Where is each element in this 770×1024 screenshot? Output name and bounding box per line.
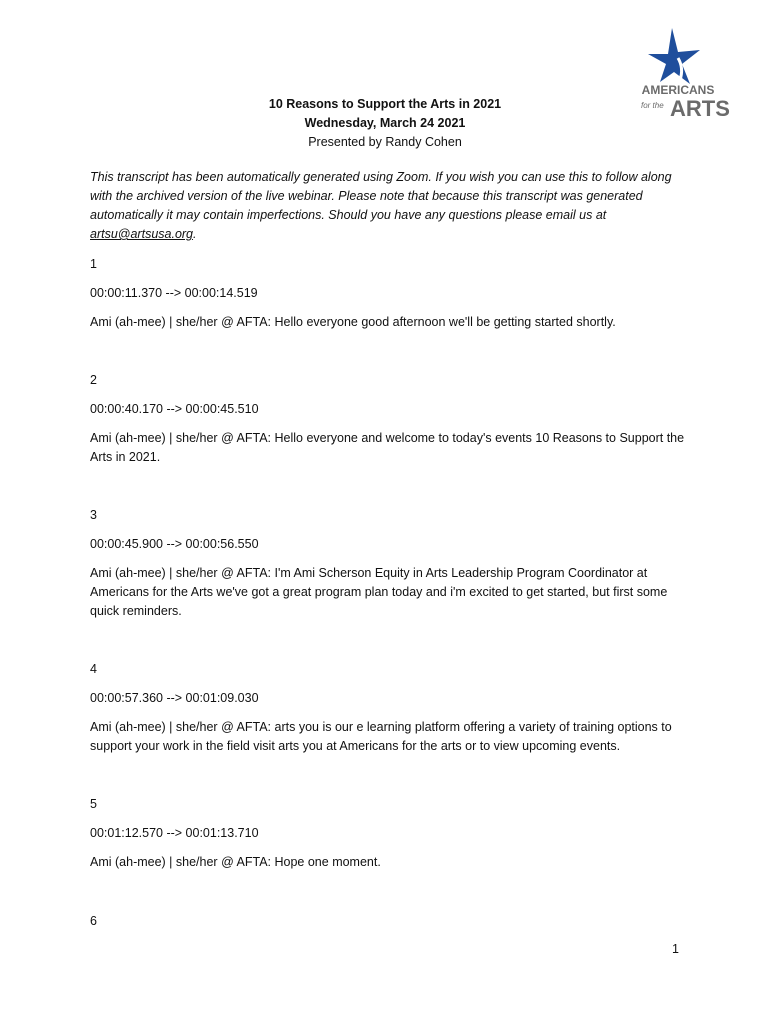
intro-end: . [193, 227, 197, 241]
document-date: Wednesday, March 24 2021 [304, 116, 466, 130]
entry-timestamp: 00:00:57.360 --> 00:01:09.030 [90, 691, 259, 705]
intro-paragraph [90, 168, 690, 244]
logo-line1: AMERICANS [641, 83, 715, 97]
entry-timestamp: 00:00:40.170 --> 00:00:45.510 [90, 402, 259, 416]
entry-timestamp: 00:01:12.570 --> 00:01:13.710 [90, 826, 259, 840]
entry-timestamp: 00:00:45.900 --> 00:00:56.550 [90, 537, 259, 551]
logo-line2: for the [641, 101, 664, 110]
entry-number: 6 [90, 914, 97, 928]
document-title: 10 Reasons to Support the Arts in 2021 [268, 97, 502, 111]
entry-text: Ami (ah-mee) | she/her @ AFTA: arts you is our e learning platform offering a variety of training options to support your work in the field visit arts you at Americans for the arts or to view upcoming events. [90, 720, 672, 753]
entry-number: 1 [90, 257, 97, 271]
entry-text: Ami (ah-mee) | she/her @ AFTA: Hello everyone good afternoon we'll be getting started shortly. [90, 315, 616, 329]
document-header [90, 95, 680, 152]
entry-number: 4 [90, 662, 97, 676]
entry-number: 3 [90, 508, 97, 522]
entry-number: 2 [90, 373, 97, 387]
document-presenter: Presented by Randy Cohen [308, 135, 462, 149]
entry-number: 5 [90, 797, 97, 811]
logo-line3: ARTS [670, 96, 730, 121]
entry-text: Ami (ah-mee) | she/her @ AFTA: I'm Ami Scherson Equity in Arts Leadership Program Coordinator at Americans for the Arts we've got a great program plan today and i'm excited to get started, but first some quick reminders. [90, 566, 668, 618]
entry-text: Ami (ah-mee) | she/her @ AFTA: Hello everyone and welcome to today's events 10 Reasons to Support the Arts in 2021. [90, 431, 685, 464]
page-number: 1 [672, 942, 679, 956]
entry-timestamp: 00:00:11.370 --> 00:00:14.519 [90, 286, 258, 300]
entry-text: Ami (ah-mee) | she/her @ AFTA: Hope one moment. [90, 855, 381, 869]
email-link[interactable]: artsu@artsusa.org [90, 227, 194, 241]
intro-text: This transcript has been automatically generated using Zoom. If you wish you can use this to follow along with the archived version of the live webinar. Please note that because this transcript was generated automatically it may contain imperfections. Should you have any questions please email us at [90, 170, 672, 222]
